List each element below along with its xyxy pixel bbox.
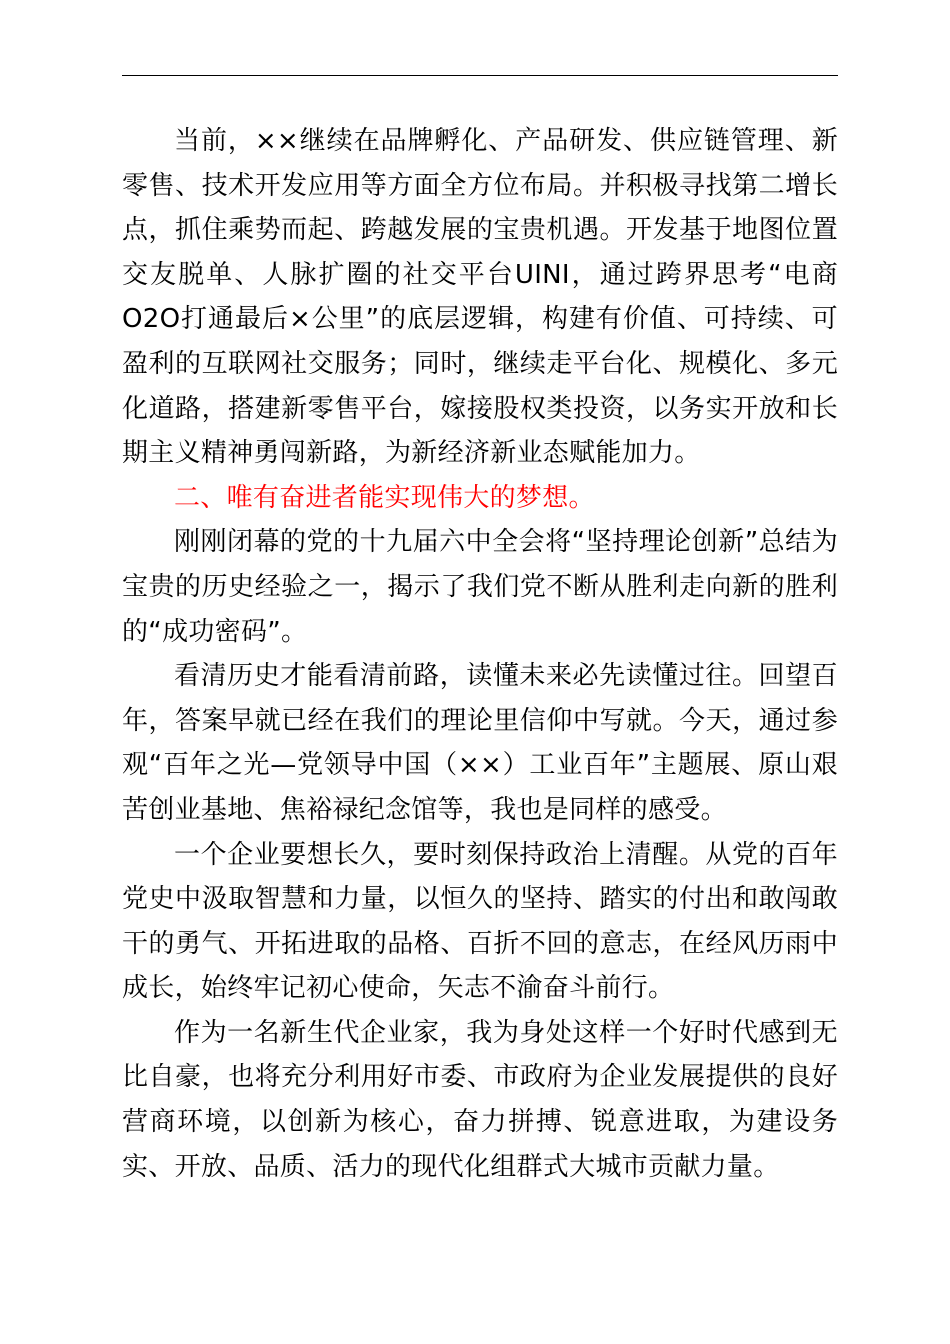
paragraph-entrepreneur: 作为一名新生代企业家，我为身处这样一个好时代感到无比自豪，也将充分利用好市委、市政府为企业发展提供的良好营商环境，以创新为核心，奋力拼搏、锐意进取，为建设务实、开放、品质、活力的现代化组群式大城市贡献力量。	[122, 1017, 838, 1182]
paragraph-business-layout: 当前，××继续在品牌孵化、产品研发、供应链管理、新零售、技术开发应用等方面全方位布局。并积极寻找第二增长点，抓住乘势而起、跨越发展的宝贵机遇。开发基于地图位置交友脱单、人脉扩圈的社交平台UINI，通过跨界思考“电商O2O打通最后×公里”的底层逻辑，构建有价值、可持续、可盈利的互联网社交服务；同时，继续走平台化、规模化、多元化道路，搭建新零售平台，嫁接股权类投资，以务实开放和长期主义精神勇闯新路，为新经济新业态赋能加力。	[122, 126, 838, 469]
section-heading: 二、唯有奋进者能实现伟大的梦想。	[174, 482, 595, 513]
header-rule	[122, 75, 838, 76]
paragraph-plenary-session: 刚刚闭幕的党的十九届六中全会将“坚持理论创新”总结为宝贵的历史经验之一，揭示了我们党不断从胜利走向新的胜利的“成功密码”。	[122, 527, 838, 647]
document-body	[122, 119, 838, 1189]
paragraph-enterprise: 一个企业要想长久，要时刻保持政治上清醒。从党的百年党史中汲取智慧和力量，以恒久的坚持、踏实的付出和敢闯敢干的勇气、开拓进取的品格、百折不回的意志，在经风历雨中成长，始终牢记初心使命，矢志不渝奋斗前行。	[122, 839, 838, 1004]
paragraph-history: 看清历史才能看清前路，读懂未来必先读懂过往。回望百年，答案早就已经在我们的理论里信仰中写就。今天，通过参观“百年之光—党领导中国（××）工业百年”主题展、原山艰苦创业基地、焦裕禄纪念馆等，我也是同样的感受。	[122, 661, 838, 825]
